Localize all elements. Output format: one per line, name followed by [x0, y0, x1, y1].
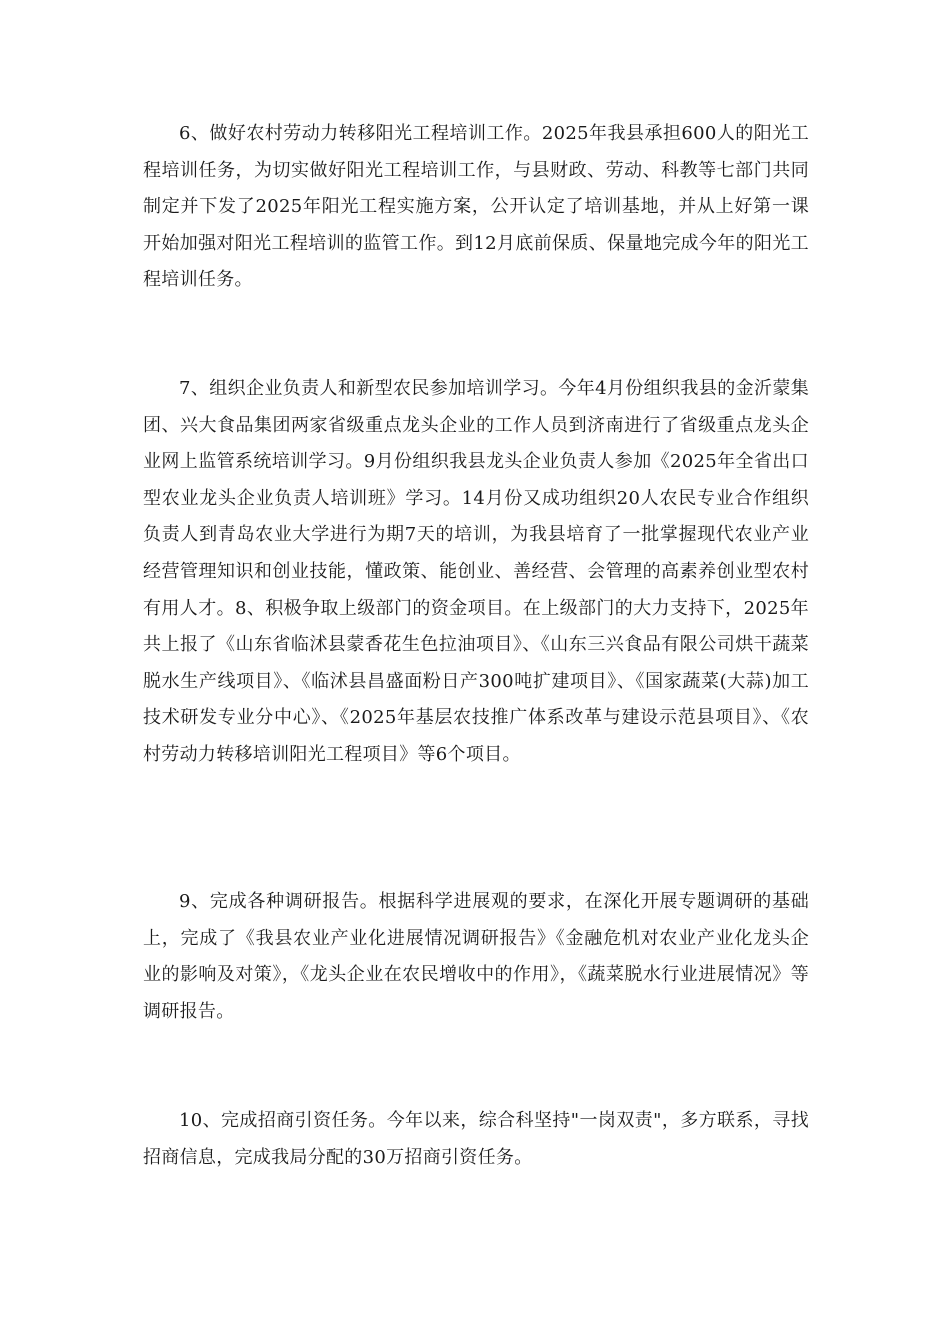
- paragraph-item-10: 10、完成招商引资任务。今年以来，综合科坚持"一岗双责"，多方联系，寻找招商信息，完成我局分配的30万招商引资任务。: [143, 1110, 809, 1168]
- paragraph-item-7-8: 7、组织企业负责人和新型农民参加培训学习。今年4月份组织我县的金沂蒙集团、兴大食品集团两家省级重点龙头企业的工作人员到济南进行了省级重点龙头企业网上监管系统培训学习。9月份组织我县龙头企业负责人参加《2025年全省出口型农业龙头企业负责人培训班》学习。14月份又成功组织20人农民专业合作组织负责人到青岛农业大学进行为期7天的培训，为我县培育了一批掌握现代农业产业经营管理知识和创业技能，懂政策、能创业、善经营、会管理的高素养创业型农村有用人才。8、积极争取上级部门的资金项目。在上级部门的大力支持下，2025年共上报了《山东省临沭县蒙香花生色拉油项目》、《山东三兴食品有限公司烘干蔬菜脱水生产线项目》、《临沭县昌盛面粉日产300吨扩建项目》、《国家蔬菜(大蒜)加工技术研发专业分中心》、《2025年基层农技推广体系改革与建设示范县项目》、《农村劳动力转移培训阳光工程项目》等6个项目。: [143, 378, 809, 765]
- paragraph-item-6: 6、做好农村劳动力转移阳光工程培训工作。2025年我县承担600人的阳光工程培训任务，为切实做好阳光工程培训工作，与县财政、劳动、科教等七部门共同制定并下发了2025年阳光工程实施方案，公开认定了培训基地，并从上好第一课开始加强对阳光工程培训的监管工作。到12月底前保质、保量地完成今年的阳光工程培训任务。: [143, 123, 809, 291]
- paragraph-item-9: 9、完成各种调研报告。根据科学进展观的要求，在深化开展专题调研的基础上，完成了《我县农业产业化进展情况调研报告》《金融危机对农业产业化龙头企业的影响及对策》，《龙头企业在农民增收中的作用》，《蔬菜脱水行业进展情况》等调研报告。: [143, 891, 809, 1022]
